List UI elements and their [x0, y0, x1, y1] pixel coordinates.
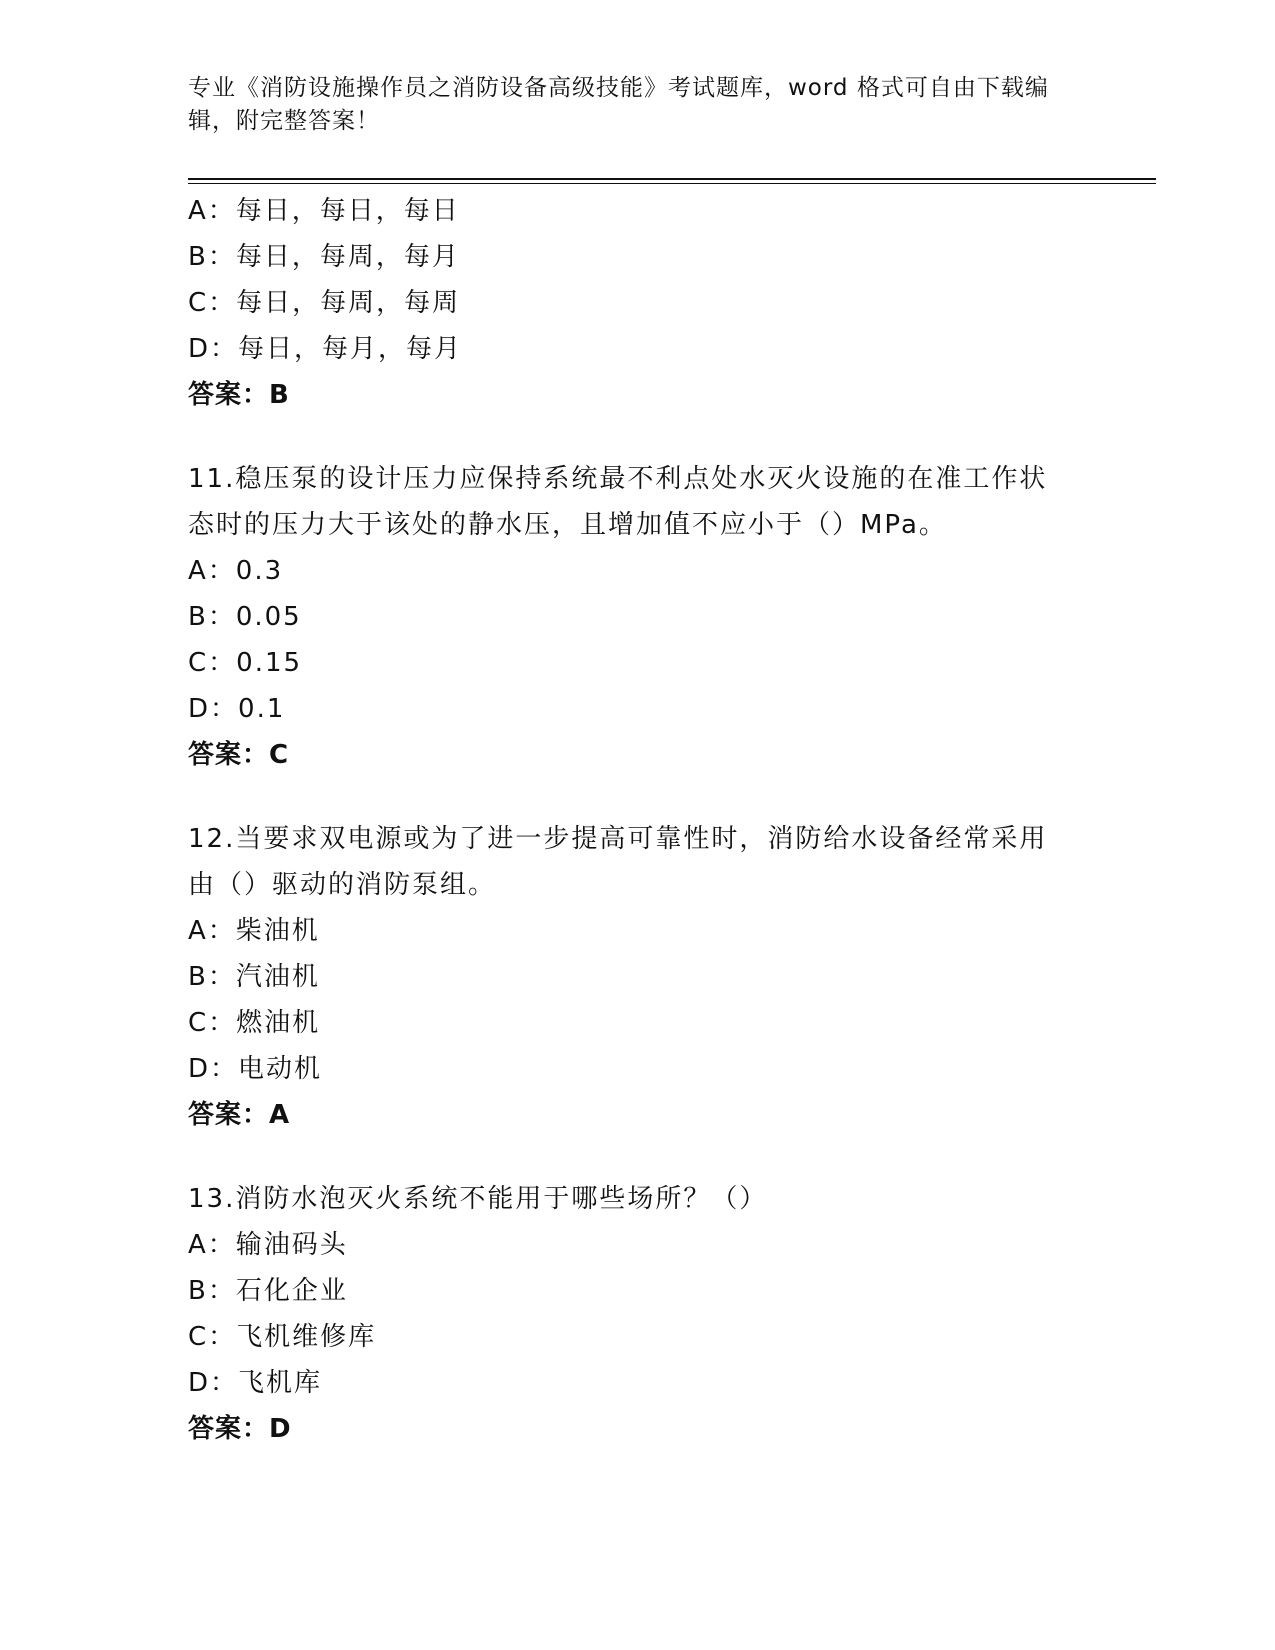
- answer: 答案：D: [188, 1414, 292, 1444]
- question-stem-line: 由（）驱动的消防泵组。: [188, 870, 497, 900]
- option-a: A：0.3: [188, 556, 284, 586]
- header-line-2: 辑，附完整答案！: [188, 108, 380, 134]
- question-13: [188, 1176, 1088, 1452]
- option-a: A：输油码头: [188, 1230, 348, 1260]
- answer: 答案：B: [188, 380, 290, 410]
- question-10-continued: [188, 188, 1088, 418]
- answer: 答案：A: [188, 1100, 291, 1130]
- question-stem-line: 态时的压力大于该处的静水压，且增加值不应小于（）MPa。: [188, 510, 947, 540]
- option-d: D：飞机库: [188, 1368, 323, 1398]
- option-b: B：每日，每周，每月: [188, 242, 460, 272]
- question-stem-line: 12.当要求双电源或为了进一步提高可靠性时，消防给水设备经常采用: [188, 824, 1048, 854]
- question-stem-line: 13.消防水泡灭火系统不能用于哪些场所？（）: [188, 1184, 768, 1214]
- option-d: D：每日，每月，每月: [188, 334, 463, 364]
- question-12: [188, 816, 1088, 1138]
- document-header: [188, 72, 1078, 138]
- question-list: [188, 188, 1088, 1452]
- option-b: B：石化企业: [188, 1276, 348, 1306]
- option-d: D：0.1: [188, 694, 286, 724]
- question-stem-line: 11.稳压泵的设计压力应保持系统最不利点处水灭火设施的在准工作状: [188, 464, 1048, 494]
- option-a: A：柴油机: [188, 916, 320, 946]
- option-c: C：飞机维修库: [188, 1322, 377, 1352]
- header-divider-thick: [188, 178, 1156, 180]
- option-d: D：电动机: [188, 1054, 323, 1084]
- option-c: C：每日，每周，每周: [188, 288, 461, 318]
- answer: 答案：C: [188, 740, 290, 770]
- header-divider-thin: [188, 183, 1156, 184]
- option-b: B：0.05: [188, 602, 302, 632]
- option-b: B：汽油机: [188, 962, 320, 992]
- option-c: C：0.15: [188, 648, 303, 678]
- option-c: C：燃油机: [188, 1008, 321, 1038]
- option-a: A：每日，每日，每日: [188, 196, 460, 226]
- question-11: [188, 456, 1088, 778]
- header-line-1: 专业《消防设施操作员之消防设备高级技能》考试题库，word 格式可自由下载编: [188, 75, 1049, 101]
